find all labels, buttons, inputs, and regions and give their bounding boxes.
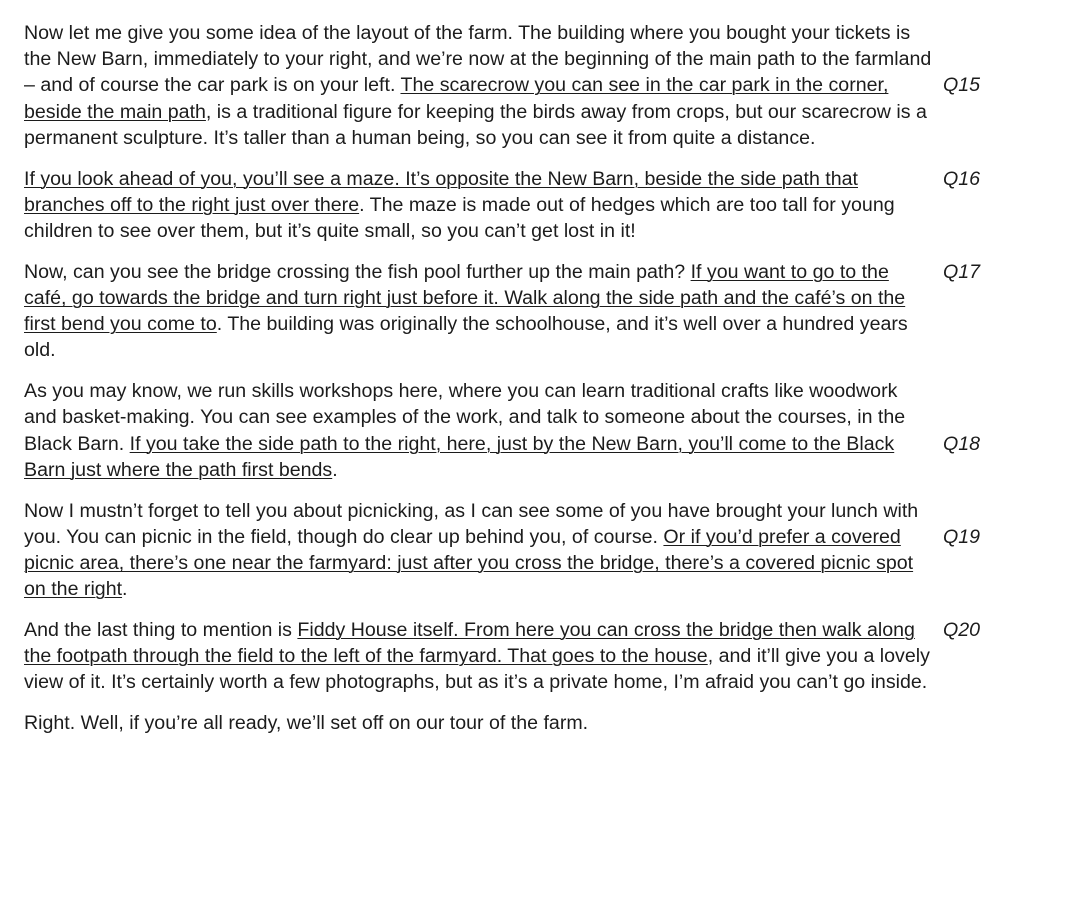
underlined-answer-text: If you take the side path to the right, here, just by the New Barn, you’ll come to the Black Barn just where the path first bends — [24, 432, 895, 481]
question-number-label: Q17 — [943, 260, 981, 283]
transcript-document — [24, 20, 1014, 751]
transcript-text: , and it’ll give you a lovely view of it. It’s certainly worth a few photographs, but as it’s a private home, I’m afraid you can’t go inside. — [24, 645, 930, 694]
transcript-text: As you may know, we run skills workshops here, where you can learn traditional crafts like woodwork and basket-making. You can see examples of the work, and talk to someone about the courses, in the Black Barn. — [24, 380, 906, 455]
transcript-text: . The maze is made out of hedges which are too tall for young children to see over them, but it’s quite small, so you can’t get lost in it! — [24, 193, 895, 243]
transcript-paragraph — [24, 378, 981, 483]
transcript-paragraph — [24, 617, 981, 696]
transcript-text: Right. Well, if you’re all ready, we’ll set off on our tour of the farm. — [24, 712, 589, 735]
transcript-text: . The building was originally the schoolhouse, and it’s well over a hundred years old. — [24, 313, 908, 362]
transcript-text: Now, can you see the bridge crossing the fish pool further up the main path? — [24, 260, 691, 283]
transcript-text: And the last thing to mention is — [24, 619, 298, 642]
transcript-paragraph — [24, 259, 981, 364]
question-number-label: Q18 — [943, 432, 981, 455]
transcript-text: . — [332, 458, 338, 481]
question-number-label: Q15 — [943, 74, 981, 97]
transcript-paragraph — [24, 166, 981, 245]
question-number-label: Q20 — [943, 619, 981, 642]
question-number-label: Q19 — [943, 525, 981, 548]
question-number-label: Q16 — [943, 167, 981, 190]
transcript-paragraph — [24, 20, 981, 151]
transcript-text: Now I mustn’t forget to tell you about picnicking, as I can see some of you have brought your lunch with you. You can picnic in the field, though do clear up behind you, of course. — [24, 499, 919, 548]
transcript-text: Now let me give you some idea of the layout of the farm. The building where you bought your tickets is the New Barn, immediately to your right, and we’re now at the beginning of the main path to the farmland – and of course the car park is on your left. — [24, 22, 932, 97]
transcript-text: . — [122, 578, 128, 601]
underlined-answer-text: If you want to go to the café, go towards the bridge and turn right just before it. Walk along the side path and the café’s on the first bend you come to — [24, 260, 906, 336]
underlined-answer-text: If you look ahead of you, you’ll see a maze. It’s opposite the New Barn, beside the side path that branches off to the right just over there — [24, 167, 858, 216]
transcript-text: , is a traditional figure for keeping the birds away from crops, but our scarecrow is a permanent sculpture. It’s taller than a human being, so you can see it from quite a distance. — [24, 100, 927, 149]
underlined-answer-text: Fiddy House itself. From here you can cross the bridge then walk along the footpath through the field to the left of the farmyard. That goes to the house — [24, 619, 915, 668]
underlined-answer-text: Or if you’d prefer a covered picnic area, there’s one near the farmyard: just after you cross the bridge, there’s a covered picnic spot on the right — [24, 525, 914, 601]
transcript-paragraph — [24, 710, 934, 736]
transcript-paragraph — [24, 498, 981, 603]
underlined-answer-text: The scarecrow you can see in the car park in the corner, beside the main path — [24, 74, 889, 123]
